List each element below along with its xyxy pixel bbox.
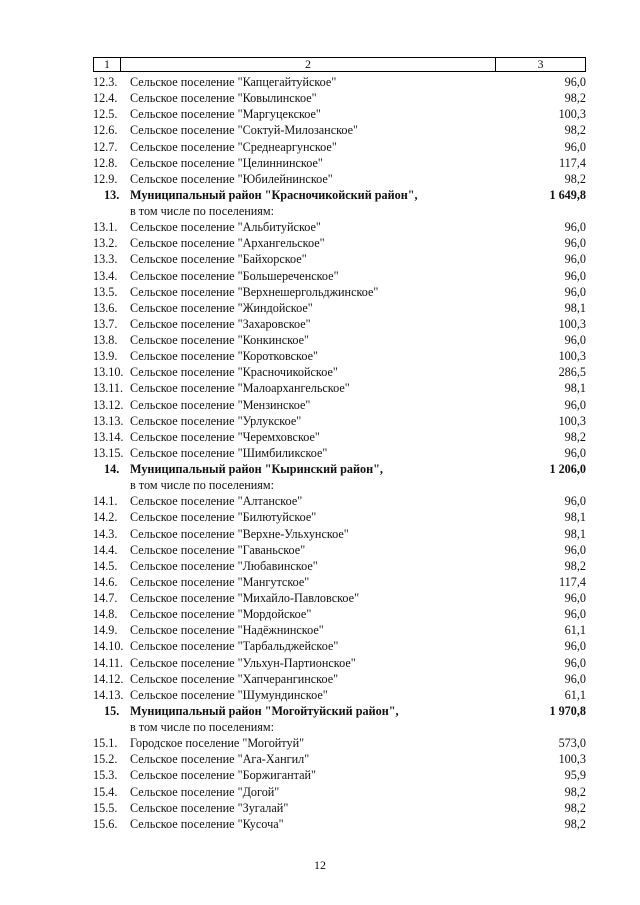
row-text: в том числе по поселениям:	[130, 478, 274, 493]
row-number: 15.5.	[93, 800, 118, 815]
row-value: 98,2	[564, 784, 586, 799]
row-value: 100,3	[558, 349, 586, 364]
row-text: Сельское поселение "Кусоча"	[130, 816, 284, 831]
page-number: 12	[314, 858, 326, 872]
row-text: Сельское поселение "Верхне-Ульхунское"	[130, 526, 349, 541]
row-number: 14.4.	[93, 542, 118, 557]
row-number: 13.7.	[93, 316, 118, 331]
row-value: 117,4	[559, 155, 586, 170]
row-value: 100,3	[558, 752, 586, 767]
row-number: 12.4.	[93, 91, 118, 106]
table-row	[0, 493, 640, 509]
table-row	[0, 90, 640, 106]
row-value: 96,0	[564, 445, 586, 460]
row-text: Сельское поселение "Надёжнинское"	[130, 623, 324, 638]
row-text: Сельское поселение "Шумундинское"	[130, 687, 328, 702]
row-number: 14.3.	[93, 526, 118, 541]
table-row	[0, 74, 640, 90]
table-row	[0, 332, 640, 348]
table-row	[0, 122, 640, 138]
subheading-row	[0, 477, 640, 493]
row-value: 96,0	[564, 671, 586, 686]
row-value: 98,2	[564, 91, 586, 106]
table-row	[0, 800, 640, 816]
table-header	[93, 57, 586, 72]
table-row	[0, 574, 640, 590]
row-value: 96,0	[564, 607, 586, 622]
row-value: 96,0	[564, 333, 586, 347]
table-row	[0, 348, 640, 364]
row-value: 98,2	[564, 123, 586, 138]
table-row	[0, 300, 640, 316]
row-number: 14.12.	[93, 671, 124, 686]
row-text: Сельское поселение "Билютуйское"	[130, 510, 317, 525]
row-text: Сельское поселение "Зугалай"	[130, 800, 289, 815]
row-text: Сельское поселение "Красночикойское"	[130, 365, 338, 380]
table-row	[0, 171, 640, 187]
row-value: 96,0	[564, 268, 586, 283]
row-number: 14.10.	[93, 639, 124, 654]
row-number: 14.8.	[93, 607, 118, 622]
table-row	[0, 219, 640, 235]
row-number: 13.9.	[93, 349, 118, 364]
row-number: 13.6.	[93, 300, 118, 315]
row-text: Сельское поселение "Михайло-Павловское"	[130, 591, 360, 605]
row-text: Сельское поселение "Ковылинское"	[130, 91, 317, 106]
row-text: Сельское поселение "Коротковское"	[130, 349, 318, 364]
row-number: 14.2.	[93, 510, 118, 525]
row-value: 100,3	[558, 107, 586, 122]
row-text: Сельское поселение "Верхнешергольджинское"	[130, 284, 379, 299]
row-value: 98,1	[564, 381, 586, 396]
row-text: Сельское поселение "Юбилейнинское"	[130, 171, 333, 186]
table-row	[0, 671, 640, 687]
table-row	[0, 767, 640, 783]
row-number: 14.1.	[93, 494, 118, 509]
row-value: 286,5	[558, 365, 586, 380]
row-value: 573,0	[558, 736, 586, 751]
row-value: 98,2	[564, 558, 586, 573]
district-row	[0, 187, 640, 203]
row-number: 13.15.	[93, 445, 124, 460]
table-row	[0, 735, 640, 751]
row-text: Сельское поселение "Захаровское"	[130, 316, 311, 331]
row-value: 1 970,8	[549, 703, 586, 718]
header-col-3: 3	[537, 57, 544, 71]
row-text: Сельское поселение "Догой"	[130, 784, 280, 799]
table-row	[0, 284, 640, 300]
row-number: 14.13.	[93, 687, 124, 702]
row-text: в том числе по поселениям:	[130, 204, 274, 218]
table-row	[0, 155, 640, 171]
row-text: Сельское поселение "Алтанское"	[130, 494, 303, 509]
row-number: 13.14.	[93, 429, 124, 444]
row-value: 96,0	[564, 397, 586, 412]
row-text: Сельское поселение "Среднеаргунское"	[130, 139, 337, 154]
row-value: 98,2	[564, 429, 586, 444]
row-value: 96,0	[564, 542, 586, 557]
row-text: Муниципальный район "Кыринский район",	[130, 462, 383, 476]
row-value: 98,2	[564, 816, 586, 831]
row-value: 98,1	[564, 510, 586, 525]
row-number: 13.4.	[93, 268, 118, 283]
row-value: 96,0	[564, 75, 586, 89]
table-row	[0, 268, 640, 284]
row-number: 13.	[104, 187, 120, 202]
row-text: Сельское поселение "Большереченское"	[130, 268, 339, 283]
row-value: 96,0	[564, 494, 586, 509]
row-value: 98,1	[564, 300, 586, 315]
row-text: Сельское поселение "Малоархангельское"	[130, 381, 350, 396]
row-text: Сельское поселение "Капцегайтуйское"	[130, 75, 337, 89]
row-text: Сельское поселение "Альбитуйское"	[130, 220, 321, 235]
row-text: Сельское поселение "Мангутское"	[130, 574, 310, 589]
row-number: 14.	[104, 462, 120, 476]
row-text: Сельское поселение "Байхорское"	[130, 252, 307, 267]
table-row	[0, 445, 640, 461]
row-value: 95,9	[564, 768, 586, 783]
table-row	[0, 606, 640, 622]
table-row	[0, 364, 640, 380]
row-number: 15.	[104, 703, 120, 718]
table-row	[0, 251, 640, 267]
table-row	[0, 380, 640, 396]
row-text: Сельское поселение "Шимбиликское"	[130, 445, 328, 460]
table-row	[0, 429, 640, 445]
row-number: 13.1.	[93, 220, 118, 235]
table-body	[0, 74, 640, 832]
row-number: 15.4.	[93, 784, 118, 799]
row-value: 96,0	[564, 139, 586, 154]
row-number: 12.7.	[93, 139, 118, 154]
row-text: Сельское поселение "Мордойское"	[130, 607, 312, 622]
district-row	[0, 703, 640, 719]
row-text: Сельское поселение "Архангельское"	[130, 236, 325, 251]
row-number: 14.11.	[93, 655, 124, 670]
table-row	[0, 558, 640, 574]
row-value: 96,0	[564, 252, 586, 267]
row-number: 14.5.	[93, 558, 118, 573]
row-number: 14.7.	[93, 591, 118, 605]
row-value: 98,1	[564, 526, 586, 541]
row-text: Сельское поселение "Гаваньское"	[130, 542, 306, 557]
table-row	[0, 590, 640, 606]
row-value: 1 649,8	[549, 187, 586, 202]
row-text: Сельское поселение "Мензинское"	[130, 397, 311, 412]
row-number: 14.6.	[93, 574, 118, 589]
row-number: 13.11.	[93, 381, 124, 396]
table-row	[0, 687, 640, 703]
row-number: 12.5.	[93, 107, 118, 122]
row-text: Сельское поселение "Маргуцекское"	[130, 107, 321, 122]
table-row	[0, 106, 640, 122]
row-text: Сельское поселение "Черемховское"	[130, 429, 320, 444]
row-value: 96,0	[564, 220, 586, 235]
row-value: 96,0	[564, 591, 586, 605]
row-text: Сельское поселение "Хапчерангинское"	[130, 671, 339, 686]
table-row	[0, 542, 640, 558]
row-value: 100,3	[558, 413, 586, 428]
row-value: 1 206,0	[549, 462, 586, 476]
row-number: 13.3.	[93, 252, 118, 267]
table-row	[0, 622, 640, 638]
table-row	[0, 638, 640, 654]
row-number: 15.6.	[93, 816, 118, 831]
row-text: Сельское поселение "Соктуй-Милозанское"	[130, 123, 359, 138]
subheading-row	[0, 203, 640, 219]
district-row	[0, 461, 640, 477]
row-value: 96,0	[564, 639, 586, 654]
row-text: Городское поселение "Могойтуй"	[130, 736, 305, 751]
table-row	[0, 816, 640, 832]
row-value: 96,0	[564, 236, 586, 251]
table-row	[0, 235, 640, 251]
row-number: 13.2.	[93, 236, 118, 251]
row-text: Муниципальный район "Могойтуйский район",	[130, 703, 399, 718]
row-value: 100,3	[558, 316, 586, 331]
table-row	[0, 413, 640, 429]
row-text: Сельское поселение "Ульхун-Партионское"	[130, 655, 356, 670]
row-number: 13.12.	[93, 397, 124, 412]
row-text: Сельское поселение "Ага-Хангил"	[130, 752, 310, 767]
row-value: 98,2	[564, 171, 586, 186]
subheading-row	[0, 719, 640, 735]
row-value: 98,2	[564, 800, 586, 815]
row-text: Муниципальный район "Красночикойский район",	[130, 187, 418, 202]
table-row	[0, 655, 640, 671]
row-value: 61,1	[564, 623, 586, 638]
row-number: 12.8.	[93, 155, 118, 170]
row-text: Сельское поселение "Тарбальджейское"	[130, 639, 339, 654]
row-number: 12.6.	[93, 123, 118, 138]
table-row	[0, 751, 640, 767]
row-number: 15.1.	[93, 736, 118, 751]
row-text: Сельское поселение "Любавинское"	[130, 558, 318, 573]
row-text: Сельское поселение "Боржигантай"	[130, 768, 317, 783]
row-text: в том числе по поселениям:	[130, 720, 274, 734]
row-number: 13.5.	[93, 284, 118, 299]
row-text: Сельское поселение "Жиндойское"	[130, 300, 313, 315]
table-row	[0, 784, 640, 800]
table-row	[0, 139, 640, 155]
header-col-1: 1	[94, 58, 121, 71]
table-row	[0, 509, 640, 525]
table-row	[0, 397, 640, 413]
table-row	[0, 526, 640, 542]
row-number: 13.10.	[93, 365, 124, 380]
row-value: 117,4	[559, 574, 586, 589]
row-number: 15.2.	[93, 752, 118, 767]
row-number: 14.9.	[93, 623, 118, 638]
row-number: 12.3.	[93, 75, 118, 89]
table-row	[0, 316, 640, 332]
row-number: 12.9.	[93, 171, 118, 186]
row-number: 15.3.	[93, 768, 118, 783]
row-number: 13.8.	[93, 333, 118, 347]
row-value: 96,0	[564, 284, 586, 299]
row-number: 13.13.	[93, 413, 124, 428]
row-text: Сельское поселение "Урлукское"	[130, 413, 302, 428]
row-value: 61,1	[564, 687, 586, 702]
row-value: 96,0	[564, 655, 586, 670]
row-text: Сельское поселение "Целиннинское"	[130, 155, 323, 170]
header-col-2: 2	[121, 58, 496, 71]
row-text: Сельское поселение "Конкинское"	[130, 333, 310, 347]
